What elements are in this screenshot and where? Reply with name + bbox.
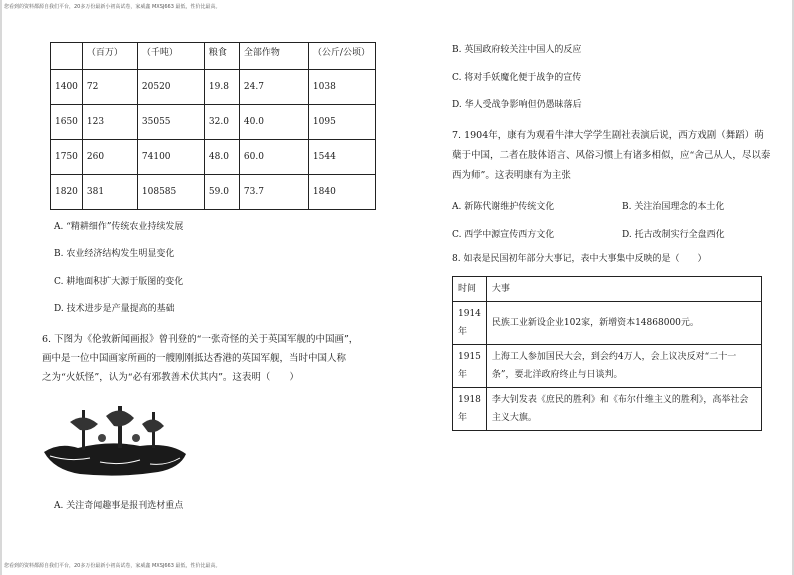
warship-drawing [40, 402, 190, 480]
table-header-cell: （百万） [82, 43, 137, 70]
table-cell-event: 上海工人参加国民大会，到会约4万人，会上议决反对“二十一条”，要北洋政府终止与日谈判。 [486, 345, 761, 388]
q6-line: 6. 下图为《伦敦新闻画报》曾刊登的“一张奇怪的关于英国军舰的中国画”， [42, 334, 359, 345]
footer-watermark: 您看到的资料都源自我们平台，20多万份最新小初高试卷，家威鑫 MXSJ663 最低，性价比最高。 [4, 563, 221, 569]
q6-option-c: C. 将对手妖魔化便于战争的宣传 [452, 73, 582, 83]
table-cell: 1544 [308, 140, 375, 175]
table-cell: 74100 [137, 140, 204, 175]
table-cell: 48.0 [204, 140, 239, 175]
q6-option-b: B. 英国政府较关注中国人的反应 [452, 45, 582, 55]
table-header-cell: 粮食 [204, 43, 239, 70]
table-cell: 19.8 [204, 70, 239, 105]
q7-question: 7. 1904年，康有为观看牛津大学学生剧社表演后说，西方戏剧（舞蹈）萌蘖于中国，二者在肢体语言、风俗习惯上有诸多相似，应“舍己从人，尽以泰西为师”。这表明康有为主张 [452, 130, 771, 181]
q6-option-d: D. 华人受战争影响但仍愚昧落后 [452, 100, 582, 110]
table-cell-event: 李大钊发表《庶民的胜利》和《布尔什维主义的胜利》，高举社会主义大旗。 [486, 388, 761, 431]
table-cell-event: 民族工业新设企业102家，新增资本14868000元。 [486, 302, 761, 345]
table-row [51, 175, 376, 210]
table-row [51, 70, 376, 105]
q5-option-d: D. 技术进步是产量提高的基础 [54, 304, 175, 314]
events-table [452, 276, 762, 431]
q6-question [42, 330, 392, 387]
table-cell: 1400 [51, 70, 83, 105]
table-header-cell: 全部作物 [239, 43, 308, 70]
table-header-cell [51, 43, 83, 70]
table-cell: 1095 [308, 105, 375, 140]
table-header-cell: （千吨） [137, 43, 204, 70]
table-cell: 73.7 [239, 175, 308, 210]
header-watermark: 您看到的资料都源自我们平台，20多万份最新小初高试卷，家威鑫 MXSJ663 最低，性价比最高。 [4, 4, 221, 10]
table-cell-year: 1914年 [453, 302, 487, 345]
table-row [453, 388, 762, 431]
table-cell: 40.0 [239, 105, 308, 140]
table-cell: 60.0 [239, 140, 308, 175]
statistics-table [50, 42, 376, 210]
table-cell: 1820 [51, 175, 83, 210]
table-row [51, 105, 376, 140]
q7-option-b: B. 关注治国理念的本土化 [622, 202, 725, 212]
q8-question: 8. 如表是民国初年部分大事记，表中大事集中反映的是（ ） [452, 254, 707, 264]
table-cell-year: 1915年 [453, 345, 487, 388]
q5-option-b: B. 农业经济结构发生明显变化 [54, 249, 175, 259]
table-cell: 72 [82, 70, 137, 105]
table-cell: 1650 [51, 105, 83, 140]
table-row [453, 345, 762, 388]
table-header-cell: 大事 [486, 277, 761, 302]
table-cell: 24.7 [239, 70, 308, 105]
table-cell: 1840 [308, 175, 375, 210]
q5-option-c: C. 耕地面积扩大源于版图的变化 [54, 277, 184, 287]
table-row [453, 302, 762, 345]
table-cell: 108585 [137, 175, 204, 210]
table-cell: 260 [82, 140, 137, 175]
table-cell: 381 [82, 175, 137, 210]
q6-option-a: A. 关注奇闻趣事是报刊选材重点 [54, 501, 184, 511]
table-cell: 1750 [51, 140, 83, 175]
q7-option-d: D. 托古改制实行全盘西化 [622, 230, 725, 240]
q5-option-a: A. “精耕细作”传统农业持续发展 [54, 222, 184, 232]
q7-option-c: C. 西学中源宣传西方文化 [452, 230, 555, 240]
table-header-cell: （公斤/公顷） [308, 43, 375, 70]
table-row [51, 140, 376, 175]
table-cell: 1038 [308, 70, 375, 105]
table-cell: 32.0 [204, 105, 239, 140]
table-cell-year: 1918年 [453, 388, 487, 431]
table-cell: 35055 [137, 105, 204, 140]
table-header-row [453, 277, 762, 302]
q7-option-a: A. 新陈代谢维护传统文化 [452, 202, 555, 212]
table-cell: 123 [82, 105, 137, 140]
table-header-cell: 时间 [453, 277, 487, 302]
table-cell: 20520 [137, 70, 204, 105]
q6-line: 画中是一位中国画家所画的一艘刚刚抵达香港的英国军舰，当时中国人称 [42, 353, 347, 364]
table-header-row [51, 43, 376, 70]
q6-line: 之为“火妖怪”，认为“必有邪教善术伏其内”。这表明（ ） [42, 372, 299, 383]
table-cell: 59.0 [204, 175, 239, 210]
